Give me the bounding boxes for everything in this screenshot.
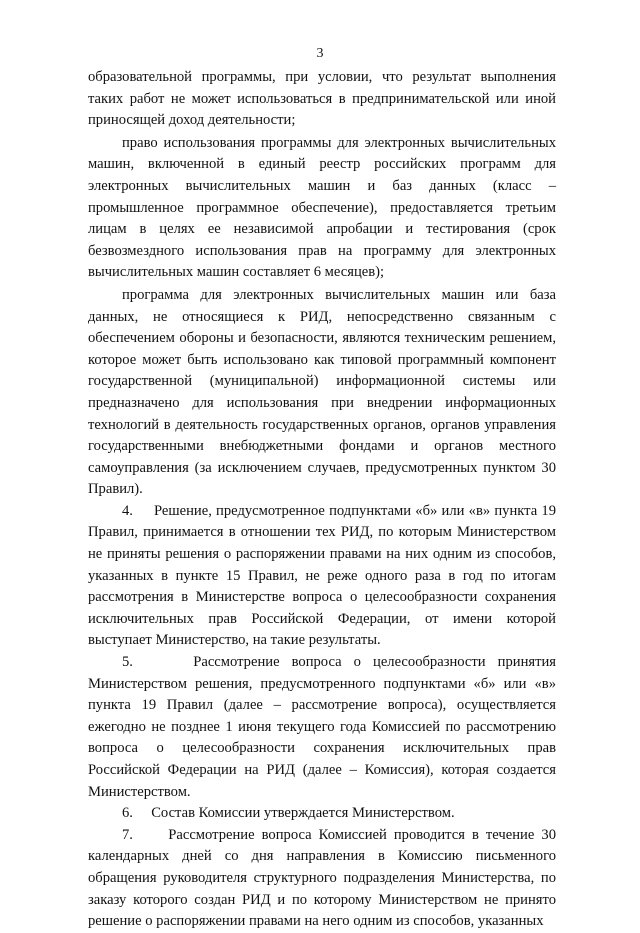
paragraph-continuation: образовательной программы, при условии, что результат выполнения таких работ не может использоваться в предпринимательской или иной приносящей доход деятельности; xyxy=(88,69,556,129)
paragraph-software-right: право использования программы для электронных вычислительных машин, включенной в единый реестр российских программ для электронных вычислительных машин и баз данных (класс – промышленное программное обеспечение), предоставляется третьим лицам в целях ее независимой апробации и тестирования (срок безвозмездного использования прав на программу для электронных вычислительных машин составляет 6 месяцев); xyxy=(88,134,556,281)
paragraph-item-6: 6. Состав Комиссии утверждается Министерством. xyxy=(122,805,455,822)
paragraph-software-database: программа для электронных вычислительных машин или база данных, не относящиеся к РИД, непосредственно связанным с обеспечением обороны и безопасности, являются техническим решением, которое может быть использовано как типовой программный компонент государственной (муниципальной) информационной системы или предназначено для использования при внедрении информационных технологий в деятельность государственных органов, органов управления государственными внебюджетными фондами и органов местного самоуправления (за исключением случаев, предусмотренных пунктом 30 Правил). xyxy=(88,286,556,498)
paragraph-item-7: 7. Рассмотрение вопроса Комиссией проводится в течение 30 календарных дней со дня направления в Комиссию письменного обращения руководителя структурного подразделения Министерства, по заказу которого создан РИД и по которому Министерством не принято решение о распоряжении правами на него одним из способов, указанных xyxy=(88,826,556,930)
page-number: 3 xyxy=(316,46,324,61)
document-body xyxy=(88,67,556,933)
paragraph-item-5: 5. Рассмотрение вопроса о целесообразности принятия Министерством решения, предусмотренного подпунктами «б» или «в» пункта 19 Правил (далее – рассмотрение вопроса), осуществляется ежегодно не позднее 1 июня текущего года Комиссией по рассмотрению вопроса о целесообразности сохранения исключительных прав Российской Федерации на РИД (далее – Комиссия), которая создается Министерством. xyxy=(88,654,556,800)
paragraph-item-4: 4. Решение, предусмотренное подпунктами «б» или «в» пункта 19 Правил, принимается в отношении тех РИД, по которым Министерством не приняты решения о распоряжении правами на них одним из способов, указанных в пункте 15 Правил, не реже одного раза в год по итогам рассмотрения в Министерстве вопроса о целесообразности сохранения исключительных прав Российской Федерации, от имени которой выступает Министерство, на такие результаты. xyxy=(88,502,556,649)
